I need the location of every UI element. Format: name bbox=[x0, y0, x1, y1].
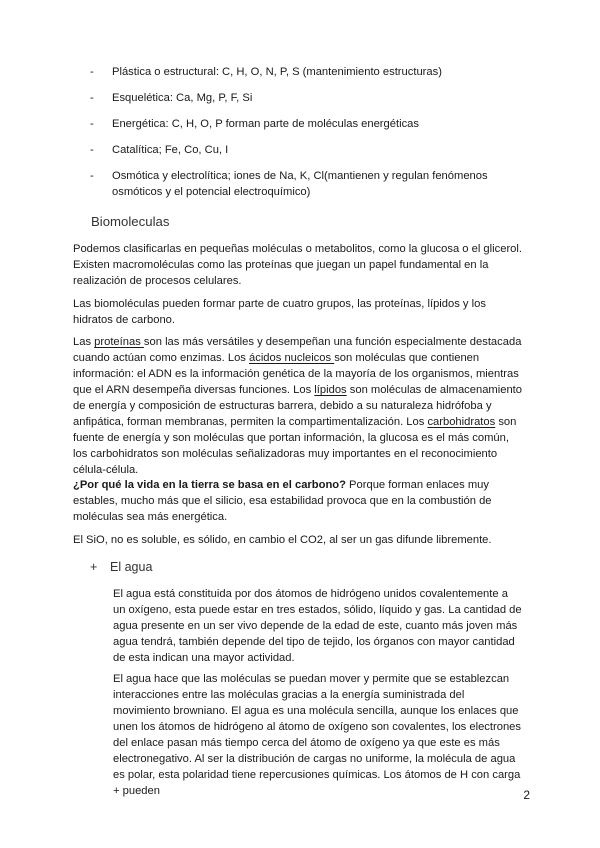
paragraph-sio: El SiO, no es soluble, es sólido, en cambio el CO2, al ser un gas difunde libremente. bbox=[73, 534, 492, 546]
paragraph-clasificacion: Podemos clasificarlas en pequeñas moléculas o metabolitos, como la glucosa o el glicerol. Existen macromoléculas como las proteínas que juegan un papel fundamental en la realización de procesos celulares. bbox=[73, 243, 522, 287]
paragraph-agua-2: El agua hace que las moléculas se puedan mover y permite que se establezcan interacciones entre las moléculas gracias a la energía suministrada del movimiento browniano. El agua es una molécula sencilla, aunque los enlaces que unen los átomos de hidrógeno al átomo de oxígeno son covalentes, los electrones del enlace pasan más tiempo cerca del átomo de oxígeno ya que este es más electronegativo. Al ser la distribución de cargas no uniforme, la molécula de agua es polar, esta polaridad tiene repercusiones químicas. Los átomos de H con carga + pueden bbox=[113, 673, 521, 797]
plus-bullet: + bbox=[90, 560, 98, 574]
question-bold: ¿Por qué la vida en la tierra se basa en el carbono? bbox=[73, 479, 346, 491]
text-span: Porque forman enlaces muy estables, mucho más que el silicio, esa estabilidad provoca que en la combustión de moléculas sea más energética. bbox=[73, 479, 492, 523]
term-acidos-nucleicos: ácidos nucleicos bbox=[249, 352, 335, 364]
term-proteinas: proteínas bbox=[94, 336, 144, 348]
term-lipidos: lípidos bbox=[314, 384, 347, 396]
list-item bbox=[90, 64, 520, 80]
text-span: son las más versátiles y desempeñan una función especialmente destacada cuando actúan como enzimas. Los bbox=[73, 336, 522, 364]
text-span: Las bbox=[73, 336, 95, 348]
list-item-text: Osmótica y electrolítica; iones de Na, K, Cl(mantienen y regulan fenómenos osmóticos y el potencial electroquímico) bbox=[112, 170, 488, 198]
text-span: son moléculas que contienen información: el ADN es la información genética de la mayoría de los organismos, mientras que el ARN desempeña diversas funciones. Los bbox=[73, 352, 519, 396]
paragraph-biomoleculas-detalle bbox=[73, 334, 523, 478]
term-carbohidratos: carbohidratos bbox=[427, 416, 496, 428]
list-dash: - bbox=[90, 144, 94, 156]
list-item bbox=[90, 90, 520, 106]
list-item-text: Plástica o estructural: C, H, O, N, P, S (mantenimiento estructuras) bbox=[112, 66, 442, 78]
list-item bbox=[90, 116, 520, 132]
list-item-text: Esquelética: Ca, Mg, P, F, Si bbox=[112, 92, 253, 104]
list-dash: - bbox=[90, 66, 94, 78]
list-item bbox=[90, 142, 520, 158]
paragraph-carbono bbox=[73, 477, 523, 525]
list-item bbox=[90, 168, 520, 200]
list-dash: - bbox=[90, 118, 94, 130]
section-heading-biomoleculas: Biomoleculas bbox=[91, 214, 170, 229]
list-dash: - bbox=[90, 170, 94, 182]
list-item-text: Catalítica; Fe, Co, Cu, I bbox=[112, 144, 229, 156]
page-number: 2 bbox=[523, 788, 530, 802]
paragraph-grupos: Las biomoléculas pueden formar parte de cuatro grupos, las proteínas, lípidos y los hidratos de carbono. bbox=[73, 298, 486, 326]
section-title: El agua bbox=[110, 560, 153, 574]
paragraph-agua-1: El agua está constituida por dos átomos de hidrógeno unidos covalentemente a un oxígeno, esta puede estar en tres estados, sólido, líquido y gas. La cantidad de agua presente en un ser vivo depende de la edad de este, cuanto más joven más agua tendrá, también depende del tipo de tejido, los órganos con mayor cantidad de esta indican una mayor actividad. bbox=[113, 588, 522, 664]
text-span: son moléculas de almacenamiento de energía y composición de estructuras barrera, debido a su naturaleza hidrófoba y anfipática, forman membranas, permiten la compartimentalización. Los bbox=[73, 384, 523, 428]
element-function-list bbox=[90, 64, 520, 210]
list-dash: - bbox=[90, 92, 94, 104]
text-span: son fuente de energía y son moléculas que portan información, la glucosa es el más común, los carbohidratos son moléculas señalizadoras muy importantes en el reconocimiento célula-célula. bbox=[73, 416, 517, 476]
section-heading-agua bbox=[90, 559, 152, 575]
list-item-text: Energética: C, H, O, P forman parte de moléculas energéticas bbox=[112, 118, 419, 130]
